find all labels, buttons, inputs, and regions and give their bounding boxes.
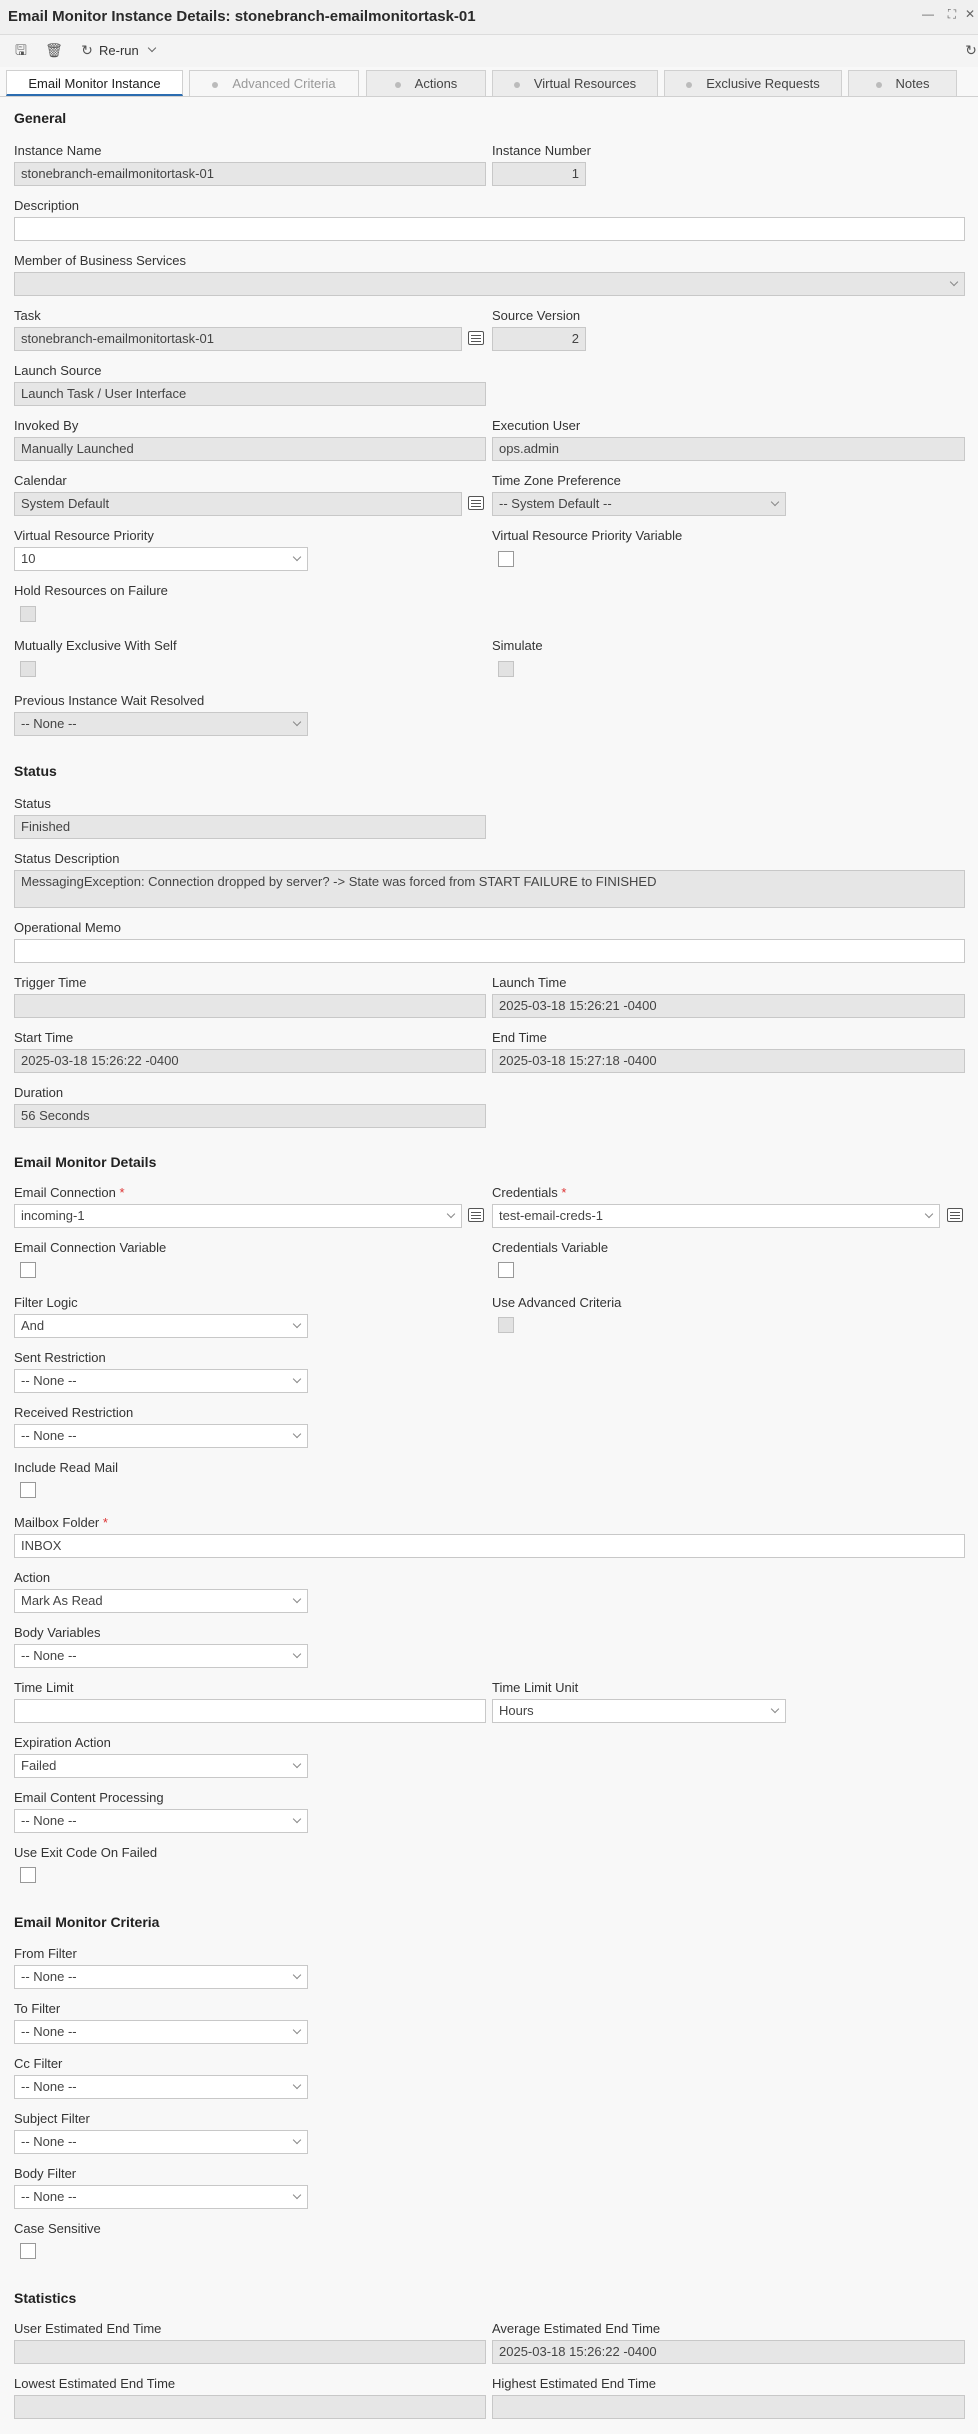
time-limit-field[interactable]	[14, 1699, 486, 1723]
calendar-label: Calendar	[14, 473, 67, 488]
start-time-field: 2025-03-18 15:26:22 -0400	[14, 1049, 486, 1073]
tab-notes[interactable]	[848, 70, 957, 96]
execution-user-field: ops.admin	[492, 437, 965, 461]
section-general-heading: General	[14, 110, 67, 126]
source-version-label: Source Version	[492, 308, 581, 323]
content-processing-select[interactable]	[14, 1809, 308, 1833]
time-limit-label: Time Limit	[14, 1680, 74, 1695]
tab-label: Advanced Criteria	[232, 76, 336, 91]
credentials-label: Credentials *	[492, 1185, 567, 1200]
time-unit-label: Time Limit Unit	[492, 1680, 579, 1695]
chevron-down-icon	[950, 278, 958, 286]
task-lookup-icon[interactable]	[468, 331, 484, 345]
sent-restriction-value: -- None --	[21, 1373, 77, 1388]
section-criteria-heading: Email Monitor Criteria	[14, 1914, 160, 1930]
conn-var-label: Email Connection Variable	[14, 1240, 167, 1255]
simulate-checkbox	[498, 661, 514, 677]
business-services-select[interactable]	[14, 272, 965, 296]
tab-label: Exclusive Requests	[706, 76, 820, 91]
prev-wait-value: -- None --	[21, 716, 77, 731]
prev-wait-select[interactable]	[14, 712, 308, 736]
tab-virtual-resources[interactable]	[492, 70, 658, 96]
invoked-by-label: Invoked By	[14, 418, 79, 433]
credentials-value: test-email-creds-1	[499, 1208, 604, 1223]
content-processing-value: -- None --	[21, 1813, 77, 1828]
from-filter-select[interactable]	[14, 1965, 308, 1989]
conn-var-checkbox[interactable]	[20, 1262, 36, 1278]
cred-var-label: Credentials Variable	[492, 1240, 609, 1255]
use-adv-checkbox	[498, 1317, 514, 1333]
vr-priority-value: 10	[21, 551, 36, 566]
section-email-details-heading: Email Monitor Details	[14, 1154, 157, 1170]
received-restriction-label: Received Restriction	[14, 1405, 134, 1420]
section-statistics-heading: Statistics	[14, 2290, 77, 2306]
start-time-label: Start Time	[14, 1030, 74, 1045]
vr-priority-var-label: Virtual Resource Priority Variable	[492, 528, 683, 543]
end-time-field: 2025-03-18 15:27:18 -0400	[492, 1049, 965, 1073]
low-est-field	[14, 2395, 486, 2419]
cred-var-checkbox[interactable]	[498, 1262, 514, 1278]
tab-label: Notes	[895, 76, 930, 91]
use-adv-label: Use Advanced Criteria	[492, 1295, 622, 1310]
business-services-label: Member of Business Services	[14, 253, 186, 268]
include-read-label: Include Read Mail	[14, 1460, 119, 1475]
chevron-down-icon	[293, 2026, 301, 2034]
user-est-label: User Estimated End Time	[14, 2321, 162, 2336]
rerun-button[interactable]: Re-run	[99, 43, 139, 58]
cc-filter-value: -- None --	[21, 2079, 77, 2094]
tz-select[interactable]	[492, 492, 786, 516]
tab-label: Virtual Resources	[533, 76, 637, 91]
body-filter-label: Body Filter	[14, 2166, 77, 2181]
trigger-time-label: Trigger Time	[14, 975, 87, 990]
status-field: Finished	[14, 815, 486, 839]
refresh-icon[interactable]: ↻	[965, 42, 977, 58]
vr-priority-select[interactable]	[14, 547, 308, 571]
close-icon[interactable]: ✕	[964, 7, 976, 21]
tab-email-monitor-instance[interactable]	[6, 70, 183, 96]
status-desc-field: MessagingException: Connection dropped by server? -> State was forced from START FAILURE to FINISHED	[14, 870, 965, 908]
case-sensitive-checkbox[interactable]	[20, 2243, 36, 2259]
minimize-icon[interactable]: —	[922, 7, 934, 21]
dot-icon	[395, 82, 401, 88]
prev-wait-label: Previous Instance Wait Resolved	[14, 693, 205, 708]
chevron-down-icon	[293, 1971, 301, 1979]
body-vars-value: -- None --	[21, 1648, 77, 1663]
credentials-select[interactable]	[492, 1204, 940, 1228]
include-read-checkbox[interactable]	[20, 1482, 36, 1498]
expiration-value: Failed	[21, 1758, 57, 1773]
window-title: Email Monitor Instance Details: stonebranch-emailmonitortask-01	[8, 8, 476, 25]
cc-filter-label: Cc Filter	[14, 2056, 63, 2071]
connection-lookup-icon[interactable]	[468, 1208, 484, 1222]
invoked-by-field: Manually Launched	[14, 437, 486, 461]
launch-source-label: Launch Source	[14, 363, 102, 378]
instance-name-label: Instance Name	[14, 143, 102, 158]
content-processing-label: Email Content Processing	[14, 1790, 164, 1805]
from-filter-label: From Filter	[14, 1946, 77, 1961]
body-vars-select[interactable]	[14, 1644, 308, 1668]
subject-filter-value: -- None --	[21, 2134, 77, 2149]
filter-logic-select[interactable]	[14, 1314, 308, 1338]
chevron-down-icon	[293, 2081, 301, 2089]
action-label: Action	[14, 1570, 51, 1585]
mailbox-field[interactable]: INBOX	[14, 1534, 965, 1558]
instance-name-field: stonebranch-emailmonitortask-01	[14, 162, 486, 186]
task-field: stonebranch-emailmonitortask-01	[14, 327, 462, 351]
received-restriction-select[interactable]	[14, 1424, 308, 1448]
chevron-down-icon	[293, 1760, 301, 1768]
to-filter-value: -- None --	[21, 2024, 77, 2039]
tz-value: -- System Default --	[499, 496, 612, 511]
chevron-down-icon	[771, 1705, 779, 1713]
avg-est-field: 2025-03-18 15:26:22 -0400	[492, 2340, 965, 2364]
duration-label: Duration	[14, 1085, 64, 1100]
tab-label: Actions	[414, 76, 458, 91]
chevron-down-icon	[293, 1375, 301, 1383]
sent-restriction-select[interactable]	[14, 1369, 308, 1393]
simulate-label: Simulate	[492, 638, 543, 653]
action-value: Mark As Read	[21, 1593, 103, 1608]
instance-number-field: 1	[492, 162, 586, 186]
dot-icon	[514, 82, 520, 88]
filter-logic-label: Filter Logic	[14, 1295, 78, 1310]
expiration-select[interactable]	[14, 1754, 308, 1778]
exit-code-label: Use Exit Code On Failed	[14, 1845, 158, 1860]
chevron-down-icon	[771, 498, 779, 506]
subject-filter-select[interactable]	[14, 2130, 308, 2154]
toolbar	[0, 35, 978, 67]
dot-icon	[686, 82, 692, 88]
email-connection-label: Email Connection *	[14, 1185, 125, 1200]
launch-source-field: Launch Task / User Interface	[14, 382, 486, 406]
subject-filter-label: Subject Filter	[14, 2111, 90, 2126]
chevron-down-icon	[293, 1650, 301, 1658]
cc-filter-select[interactable]	[14, 2075, 308, 2099]
tz-label: Time Zone Preference	[492, 473, 621, 488]
mutex-checkbox	[20, 661, 36, 677]
description-label: Description	[14, 198, 80, 213]
body-filter-value: -- None --	[21, 2189, 77, 2204]
exit-code-checkbox[interactable]	[20, 1867, 36, 1883]
calendar-lookup-icon[interactable]	[468, 496, 484, 510]
high-est-field	[492, 2395, 965, 2419]
mailbox-label: Mailbox Folder *	[14, 1515, 108, 1530]
sent-restriction-label: Sent Restriction	[14, 1350, 106, 1365]
tab-advanced-criteria[interactable]	[189, 70, 359, 96]
chevron-down-icon	[293, 1320, 301, 1328]
body-vars-label: Body Variables	[14, 1625, 101, 1640]
filter-logic-value: And	[21, 1318, 45, 1333]
low-est-label: Lowest Estimated End Time	[14, 2376, 176, 2391]
trigger-time-field	[14, 994, 486, 1018]
to-filter-label: To Filter	[14, 2001, 61, 2016]
credentials-lookup-icon[interactable]	[947, 1208, 963, 1222]
chevron-down-icon	[293, 2136, 301, 2144]
launch-time-field: 2025-03-18 15:26:21 -0400	[492, 994, 965, 1018]
source-version-field: 2	[492, 327, 586, 351]
email-connection-select[interactable]	[14, 1204, 462, 1228]
duration-field: 56 Seconds	[14, 1104, 486, 1128]
chevron-down-icon	[293, 1595, 301, 1603]
to-filter-select[interactable]	[14, 2020, 308, 2044]
tab-actions[interactable]	[366, 70, 486, 96]
user-est-field	[14, 2340, 486, 2364]
calendar-field: System Default	[14, 492, 462, 516]
chevron-down-icon	[447, 1210, 455, 1218]
launch-time-label: Launch Time	[492, 975, 567, 990]
case-sensitive-label: Case Sensitive	[14, 2221, 101, 2236]
rerun-icon[interactable]: ↻	[81, 42, 93, 58]
from-filter-value: -- None --	[21, 1969, 77, 1984]
status-label: Status	[14, 796, 51, 811]
received-restriction-value: -- None --	[21, 1428, 77, 1443]
hold-checkbox	[20, 606, 36, 622]
dot-icon	[876, 82, 882, 88]
memo-field[interactable]	[14, 939, 965, 963]
time-unit-value: Hours	[499, 1703, 534, 1718]
tab-divider	[0, 96, 978, 97]
vr-priority-label: Virtual Resource Priority	[14, 528, 154, 543]
chevron-down-icon	[293, 2191, 301, 2199]
action-select[interactable]	[14, 1589, 308, 1613]
chevron-down-icon	[293, 1815, 301, 1823]
time-unit-select[interactable]	[492, 1699, 786, 1723]
memo-label: Operational Memo	[14, 920, 121, 935]
email-connection-value: incoming-1	[21, 1208, 85, 1223]
chevron-down-icon	[293, 553, 301, 561]
mutex-label: Mutually Exclusive With Self	[14, 638, 177, 653]
delete-icon[interactable]: 🗑	[45, 42, 63, 58]
maximize-icon[interactable]: ⛶	[947, 7, 957, 21]
tab-label: Email Monitor Instance	[28, 76, 161, 91]
save-icon[interactable]: 🖫	[15, 42, 27, 58]
vr-priority-var-checkbox[interactable]	[498, 551, 514, 567]
chevron-down-icon	[293, 1430, 301, 1438]
instance-number-label: Instance Number	[492, 143, 591, 158]
high-est-label: Highest Estimated End Time	[492, 2376, 657, 2391]
body-filter-select[interactable]	[14, 2185, 308, 2209]
execution-user-label: Execution User	[492, 418, 581, 433]
end-time-label: End Time	[492, 1030, 547, 1045]
status-desc-label: Status Description	[14, 851, 120, 866]
avg-est-label: Average Estimated End Time	[492, 2321, 661, 2336]
dot-icon	[212, 82, 218, 88]
hold-label: Hold Resources on Failure	[14, 583, 168, 598]
task-label: Task	[14, 308, 41, 323]
chevron-down-icon	[925, 1210, 933, 1218]
section-status-heading: Status	[14, 763, 57, 779]
chevron-down-icon	[293, 718, 301, 726]
description-field[interactable]	[14, 217, 965, 241]
tab-exclusive-requests[interactable]	[664, 70, 842, 96]
expiration-label: Expiration Action	[14, 1735, 111, 1750]
